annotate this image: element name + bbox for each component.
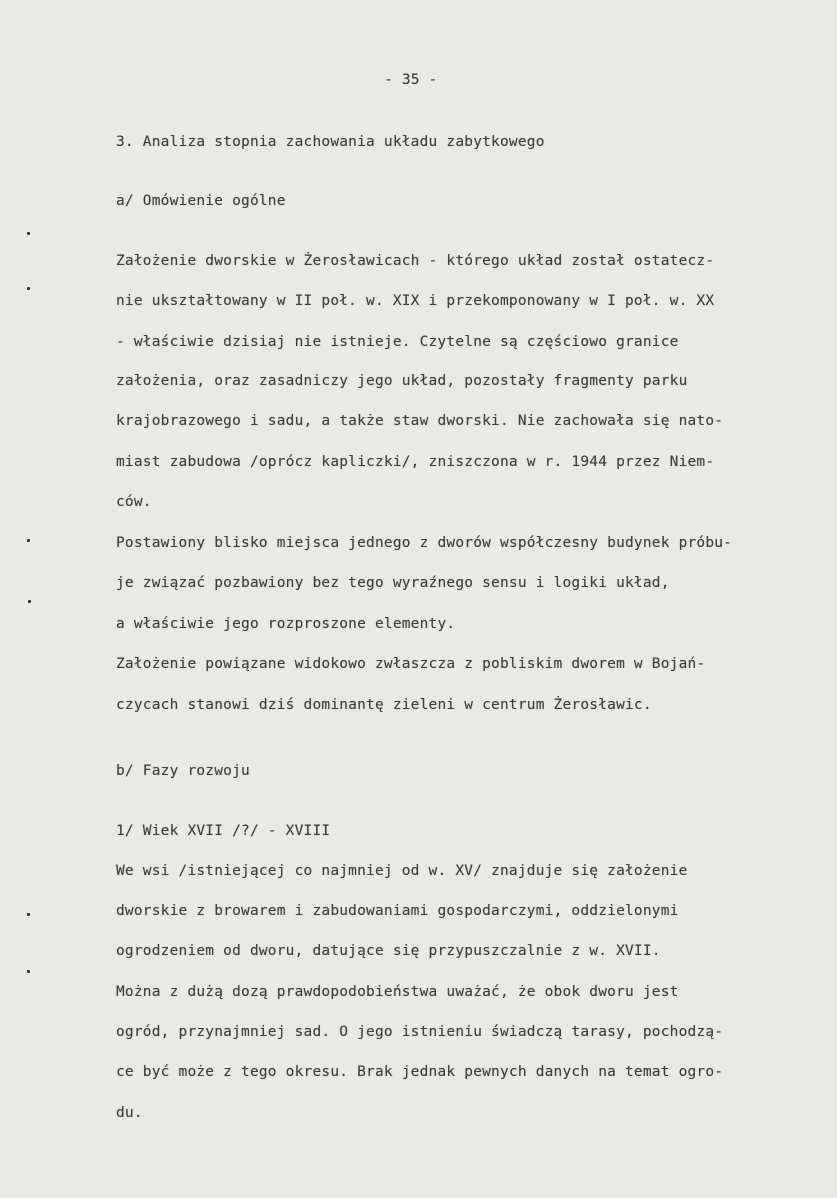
text-line: miast zabudowa /oprócz kapliczki/, zniszczona w r. 1944 przez Niem- xyxy=(116,454,715,470)
text-line: krajobrazowego i sadu, a także staw dworski. Nie zachowała się nato- xyxy=(116,413,724,429)
text-line: czycach stanowi dziś dominantę zieleni w centrum Żerosławic. xyxy=(116,697,652,713)
section-title: 3. Analiza stopnia zachowania układu zabytkowego xyxy=(116,134,545,150)
text-line: du. xyxy=(116,1105,143,1121)
text-line: nie ukształtowany w II poł. w. XIX i przekomponowany w I poł. w. XX xyxy=(116,293,715,309)
margin-mark xyxy=(27,539,30,542)
text-line: je związać pozbawiony bez tego wyraźnego sensu i logiki układ, xyxy=(116,575,670,591)
margin-mark xyxy=(27,913,30,916)
text-line: założenia, oraz zasadniczy jego układ, pozostały fragmenty parku xyxy=(116,373,688,389)
text-line: ce być może z tego okresu. Brak jednak pewnych danych na temat ogro- xyxy=(116,1064,724,1080)
margin-mark xyxy=(27,970,30,973)
text-line: ogród, przynajmniej sad. O jego istnieniu świadczą tarasy, pochodzą- xyxy=(116,1024,724,1040)
margin-mark xyxy=(28,600,31,603)
text-line: Można z dużą dozą prawdopodobieństwa uważać, że obok dworu jest xyxy=(116,984,679,1000)
text-line: Założenie powiązane widokowo zwłaszcza z pobliskim dworem w Bojań- xyxy=(116,656,706,672)
text-line: ogrodzeniem od dworu, datujące się przypuszczalnie z w. XVII. xyxy=(116,943,661,959)
page-number: - 35 - xyxy=(384,72,438,88)
text-line: a właściwie jego rozproszone elementy. xyxy=(116,616,456,632)
subsection-heading-b: b/ Fazy rozwoju xyxy=(116,763,250,779)
text-line: ców. xyxy=(116,494,152,510)
text-line: We wsi /istniejącej co najmniej od w. XV/ znajduje się założenie xyxy=(116,863,688,879)
text-line: - właściwie dzisiaj nie istnieje. Czytelne są częściowo granice xyxy=(116,334,679,350)
subsection-heading-a: a/ Omówienie ogólne xyxy=(116,193,286,209)
text-line: Założenie dworskie w Żerosławicach - którego układ został ostatecz- xyxy=(116,253,715,269)
text-line: Postawiony blisko miejsca jednego z dworów współczesny budynek próbu- xyxy=(116,535,733,551)
subsection-heading-b1: 1/ Wiek XVII /?/ - XVIII xyxy=(116,823,331,839)
margin-mark xyxy=(27,287,30,290)
text-line: dworskie z browarem i zabudowaniami gospodarczymi, oddzielonymi xyxy=(116,903,679,919)
margin-mark xyxy=(27,232,30,235)
